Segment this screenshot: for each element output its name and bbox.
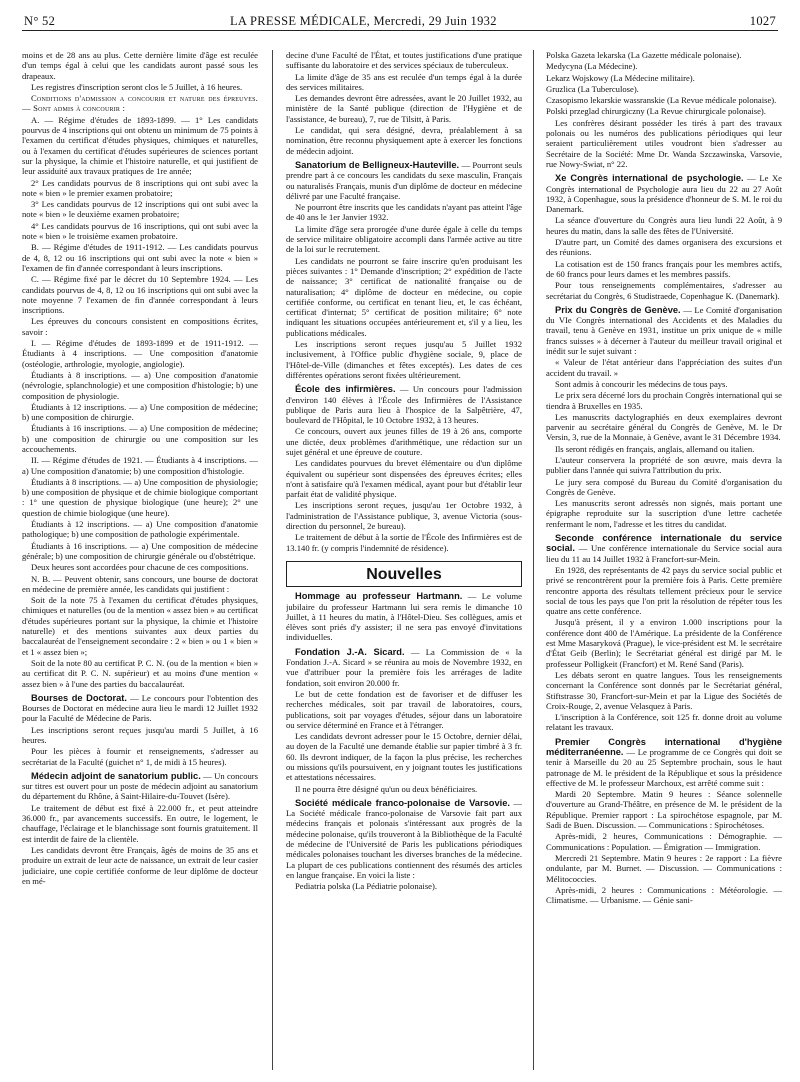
paragraph: Mardi 20 Septembre. Matin 9 heures : Séance solennelle d'ouverture au Grand-Théâtre, en présence de M. le président de la République. Premier rapport : La spirochétose espagnole, par M. Sadi de Buen. Discussion. — Communications : Spirochétoses. <box>546 789 782 831</box>
item-text: — La Société médicale franco-polonaise de Varsovie fait part aux médecins français et polonais s'intéressant aux progrès de la médecine polonaise, qu'ils trouveront à la Bibliothèque de la Faculté de médecine de l'Université de Paris les publications périodiques médicales polonaises touchant les diverses branches de la médecine. La plupart de ces publications contiennent des résumés des articles en langue française. En voici la liste : <box>286 797 522 880</box>
paragraph: C. — Régime fixé par le décret du 10 Septembre 1924. — Les candidats pourvus de 4, 8, 12 ou 16 inscriptions qui ont subi avec la note moyenne 7 l'examen de fin d'année correspondant à leurs inscriptions. <box>22 274 258 316</box>
item-text: — Le concours pour l'obtention des Bourses de Doctorat en médecine aura lieu le mardi 12 Juillet 1932 pour la Faculté de Médecine de Paris. <box>22 692 258 724</box>
list-item: Lekarz Wojskowy (La Médecine militaire). <box>546 72 695 83</box>
paragraph: Après-midi, 2 heures : Communications : Météorologie. — Climatisme. — Urbanisme. — Génie sani- <box>546 884 782 906</box>
paragraph: Étudiants à 12 inscriptions. — a) Une composition d'anatomie pathologique; b) une composition de pathologie expérimentale. <box>22 519 258 540</box>
paragraph: Étudiants à 16 inscriptions. — a) Une composition de médecine générale; b) une composition de chirurgie générale ou d'obstétrique. <box>22 540 258 561</box>
news-item-geneve <box>546 305 782 356</box>
item-heading: Prix du Congrès de Genève. <box>555 304 681 315</box>
paragraph: Il ne pourra être désigné qu'un ou deux bénéficiaires. <box>295 783 478 794</box>
item-text: — Le programme de ce Congrès qui doit se tenir à Marseille du 20 au 25 Septembre prochain, sous le haut patronage de M. le président de la République et sous la présidence effective de M. le professeur Marchoux, est arrêté comme suit : <box>546 747 782 788</box>
news-item-service-social <box>546 533 782 564</box>
list-item: Medycyna (La Médecine). <box>546 61 638 72</box>
paragraph: L'inscription à la Conférence, soit 125 fr. donne droit au volume relatant les travaux. <box>546 712 782 733</box>
paragraph: Étudiants à 12 inscriptions. — a) Une composition de médecine; b) une composition de chirurgie. <box>22 401 258 423</box>
paragraph: Étudiants à 8 inscriptions. — a) Une composition d'anatomie (névrologie, splanchnologie) et une composition d'histologie; b) une composition de physiologie. <box>22 369 258 401</box>
paragraph: Soit de la note 75 à l'examen du certificat d'études physiques, chimiques et naturelles (ou de la mention « assez bien » au certificat d'études supérieures portant sur la physique, la chimie et l'histoire naturelle) et des mentions suivantes aux deux parties du baccalauréat de l'enseignement secondaire : 2 « bien » ou 1 « bien » et 1 « assez bien »; <box>22 595 258 657</box>
paragraph: Ce concours, ouvert aux jeunes filles de 19 à 26 ans, comporte une dictée, deux problèmes d'arithmétique, une rédaction sur un sujet général et une épreuve de couture. <box>286 426 522 457</box>
item-text: — Un concours pour l'admission d'environ 140 élèves à l'École des Infirmières de l'Assistance publique de Paris aura lieu à l'hospice de la Salpêtrière, 47, boulevard de l'Hôpital, le 10 Octobre 1932, à 13 heures. <box>286 384 522 426</box>
paragraph: Le traitement de début à la sortie de l'École des Infirmières est de 13.140 fr. (y compris l'indemnité de résidence). <box>286 532 522 553</box>
paragraph: Les inscriptions seront reçues, jusqu'au 1er Octobre 1932, à l'administration de l'Assistance publique, 3, avenue Victoria (sous-direction du personnel, 2e bureau). <box>286 500 522 532</box>
paragraph: Sont admis à concourir les médecins de tous pays. <box>555 378 728 389</box>
paragraph: La limite d'âge de 35 ans est reculée d'un temps égal à la durée des services militaires. <box>286 71 522 92</box>
section-title-box <box>286 561 522 587</box>
paragraph: Les candidats devront être Français, âgés de moins de 35 ans et produire un extrait de leur acte de naissance, un extrait de leur casier judiciaire, une copie certifiée conforme de leur diplôme de docteur en mé- <box>22 844 258 886</box>
column-2 <box>286 50 522 1078</box>
paragraph: La limite d'âge sera prorogée d'une durée égale à celle du temps de service militaire obligatoire accompli dans l'armée active au titre de la loi sur le recrutement. <box>286 223 522 255</box>
paragraph: N. B. — Peuvent obtenir, sans concours, une bourse de doctorat en médecine de première année, les candidats qui justifient : <box>22 573 258 594</box>
item-heading: Xe Congrès international de psychologie. <box>555 173 744 184</box>
publication-list <box>546 50 782 117</box>
paragraph: Ne pourront être inscrits que les candidats n'ayant pas atteint l'âge de 40 ans le 1er Janvier 1932. <box>286 202 522 223</box>
news-item-medecin-adjoint <box>22 771 258 802</box>
paragraph: La cotisation est de 150 francs français pour les membres actifs, de 60 francs pour leurs dames et les membres passifs. <box>546 258 782 279</box>
item-heading: Seconde conférence internationale du service social. <box>546 533 782 554</box>
paragraph: Pour tous renseignements complémentaires, s'adresser au secrétariat du Congrès, 6 Studistraede, Copenhague K. (Danemark). <box>546 280 782 301</box>
paragraph: Deux heures sont accordées pour chacune de ces compositions. <box>31 562 249 573</box>
paragraph: D'autre part, un Comité des dames organisera des excursions et des réunions. <box>546 237 782 258</box>
column-rule <box>533 50 534 1070</box>
paragraph: La séance d'ouverture du Congrès aura lieu lundi 22 Août, à 9 heures du matin, dans la salle des fêtes de l'Université. <box>546 215 782 236</box>
page-header <box>22 8 778 31</box>
paragraph: Le traitement de début est fixé à 22.000 fr., et peut atteindre 36.000 fr., par avancements successifs. En outre, le logement, le chauffage, l'éclairage et le blanchissage sont fournis gratuitement. Il est interdit de faire de la clientèle. <box>22 802 258 844</box>
paragraph: Pour les pièces à fournir et renseignements, s'adresser au secrétariat de la Faculté (guichet n° 1, de midi à 15 heures). <box>22 746 258 767</box>
paragraph: Les épreuves du concours consistent en compositions écrites, savoir : <box>22 316 258 337</box>
issue-number: N° 52 <box>24 14 56 28</box>
item-heading: Bourses de Doctorat. <box>31 692 127 703</box>
paragraph: 2° Les candidats pourvus de 8 inscriptions qui ont subi avec la note « bien » le premier examen probatoire; <box>22 177 258 198</box>
item-heading: École des infirmières. <box>295 384 396 395</box>
paragraph: II. — Régime d'études de 1921. — Étudiants à 4 inscriptions. — a) Une composition d'anatomie; b) une composition d'histologie. <box>22 455 258 476</box>
item-heading: Premier Congrès international d'hygiène méditerranéenne. <box>546 736 782 757</box>
paragraph: Les manuscrits seront adressés non signés, mais portant une épigraphe reproduite sur la suscription d'une lettre cachetée renfermant le nom, l'adresse et les titres du candidat. <box>546 498 782 529</box>
paragraph: Les candidats ne pourront se faire inscrire qu'en produisant les pièces suivantes : 1° Demande d'inscription; 2° expédition de l'acte de naissance; 3° certificat de nationalité française ou de naturalisation; 4° diplôme de docteur en médecine, ou copie certifiée conforme, ou certificat en tenant lieu, et, le cas échéant, certificat d'internat; 5° certificat de position militaire; 6° note indiquant les situations occupées antérieurement et, s'il y a lieu, les publications médicales. <box>286 255 522 338</box>
paragraph: Soit de la note 80 au certificat P. C. N. (ou de la mention « bien » au certificat dit P. C. N. supérieur) et au moins d'une mention « assez bien » à l'une des parties du baccalauréat. <box>22 657 258 689</box>
item-text: — Pourront seuls prendre part à ce concours les candidats du sexe masculin, Français ou naturalisés Français, munis d'un diplôme de docteur en médecine délivré par une Faculté française. <box>286 159 522 201</box>
paragraph: L'auteur conservera la propriété de son œuvre, mais devra la publier dans l'année qui suivra l'attribution du prix. <box>546 454 782 476</box>
paragraph: Étudiants à 16 inscriptions. — a) Une composition de médecine; b) une composition de chirurgie ou une composition sur les accouchements. <box>22 423 258 454</box>
item-heading: Médecin adjoint de sanatorium public. <box>31 770 201 781</box>
paragraph: Jusqu'à présent, il y a environ 1.000 inscriptions pour la conférence dont 400 de l'Amérique. La présidente de la Conférence est Mme Masaryková (Prague), le vice-président est M. le secrétaire d'État Geib (Berlin); le Secrétariat général est dirigé par M. le professeur Polligkeit (Francfort) et M. René Sand (Paris). <box>546 617 782 669</box>
news-item-sicard <box>286 647 522 688</box>
paragraph: moins et de 28 ans au plus. Cette dernière limite d'âge est reculée d'un temps égal à celui que les candidats auront passé sous les drapeaux. <box>22 50 258 81</box>
item-text: — Le Comité d'organisation du VIe Congrès international des Accidents et des Maladies du travail, tenu à Genève en 1931, institue un prix unique de « mille francs suisses » à décerner à l'auteur du meilleur travail original et inédit sur le sujet suivant : <box>546 304 782 357</box>
list-item: Gruzlica (La Tuberculose). <box>546 83 639 94</box>
item-text: — Un concours sur titres est ouvert pour un poste de médecin adjoint au sanatorium du département du Rhône, à Saint-Hilaire-du-Touvet (Isère). <box>22 770 258 802</box>
news-item-belligneux <box>286 160 522 201</box>
list-item: Polska Gazeta lekarska (La Gazette médicale polonaise). <box>546 50 742 60</box>
paragraph: Le but de cette fondation est de favoriser et de diffuser les recherches médicales, soit par travail de laboratoires, cours, publications, soit par voyages d'études, séjour dans un laboratoire ou service déterminé en France et à l'étranger. <box>286 688 522 730</box>
paragraph: Les candidats devront adresser pour le 15 Octobre, dernier délai, au doyen de la Faculté une demande établie sur papier timbré à 3 fr. 60. Ils devront indiquer, de la façon la plus précise, les recherches ou missions qu'ils poursuivent, en y joignant toutes les justifications et attestations nécessaires. <box>286 731 522 783</box>
paragraph: Les inscriptions seront reçues jusqu'au 5 Juillet 1932 inclusivement, à l'Office public d'hygiène sociale, 9, place de l'Hôtel-de-Ville (dimanches et fêtes exceptés). Les dates de ces différentes opérations seront fixées ultérieurement. <box>286 339 522 380</box>
item-heading: Sanatorium de Belligneux-Hauteville. <box>295 159 460 170</box>
paragraph: Les inscriptions seront reçues jusqu'au mardi 5 Juillet, à 16 heures. <box>22 724 258 745</box>
news-item-bourses <box>22 693 258 724</box>
news-item-societe-varsovie <box>286 798 522 880</box>
item-heading: Société médicale franco-polonaise de Varsovie. <box>295 797 510 808</box>
page-number: 1027 <box>749 14 776 28</box>
column-1 <box>22 50 258 1078</box>
paragraph: Les débats seront en quatre langues. Tous les renseignements concernant la Conférence sont donnés par le Secrétariat général, Stiftstrasse 30, Francfort-sur-Mein et par la Ligue des Sociétés de Croix-Rouge, 2, avenue Velasquez à Paris. <box>546 669 782 711</box>
item-text: — Une conférence internationale du Service social aura lieu du 11 au 14 Juillet 1932 à Francfort-sur-Mein. <box>546 543 782 564</box>
column-rule <box>272 50 273 1070</box>
paragraph: A. — Régime d'études de 1893-1899. — 1° Les candidats pourvus de 4 inscriptions qui ont obtenu un minimum de 75 points à l'examen du certificat d'études physiques, chimiques et naturelles, ou à l'examen du certificat d'études supérieures de sciences portant sur la physique, la chimie et l'histoire naturelle, et qui justifient de leur assiduité aux travaux pratiques de 1re année; <box>22 114 258 177</box>
paragraph: Les demandes devront être adressées, avant le 20 Juillet 1932, au ministère de la Santé publique (direction de l'Hygiène et de l'assistance, 4e bureau), 7, rue de Tilsitt, à Paris. <box>286 93 522 124</box>
item-text: — La Commission de « la Fondation J.-A. Sicard » se réunira au mois de Novembre 1932, en vue d'attribuer pour la première fois les arrérages de ladite fondation, soit environ 20.000 fr. <box>286 646 522 688</box>
news-item-hartmann <box>286 591 522 642</box>
paragraph: Après-midi, 2 heures, Communications : Démographie. — Communications : Population. — Émigration — Immigration. <box>546 831 782 852</box>
paragraph: 4° Les candidats pourvus de 16 inscriptions, qui ont subi avec la note « bien » le troisième examen probatoire. <box>22 220 258 242</box>
paragraph: Les candidates pourvues du brevet élémentaire ou d'un diplôme équivalent ou supérieur sont dispensées des épreuves écrites; elles n'ont à satisfaire qu'à l'examen médical, ayant pour but d'établir leur parfait état de validité physique. <box>286 458 522 500</box>
paragraph: Les confrères désirant posséder les tirés à part des travaux polonais ou les numéros des publications périodiques qui leur seraient particulièrement utiles voudront bien s'adresser au Secrétaire de la Société: Mme Dr. Wanda Szczawinska, Varsovie, rue Nowy-Swiat, n° 22. <box>546 117 782 169</box>
paragraph: « Valeur de l'état antérieur dans l'appréciation des suites d'un accident du travail. » <box>546 357 782 378</box>
paragraph: Étudiants à 8 inscriptions. — a) Une composition de physiologie; b) une composition de physique et de chimie biologique comportant : 1° une question de physique biologique (une heure); 2° une question de chimie biologique (une heure). <box>22 476 258 518</box>
masthead-title: LA PRESSE MÉDICALE, Mercredi, 29 Juin 1932 <box>230 14 497 28</box>
news-item-psychologie <box>546 173 782 214</box>
list-item: Pediatria polska (La Pédiatrie polonaise). <box>295 881 437 892</box>
paragraph: 3° Les candidats pourvus de 12 inscriptions qui ont subi avec la note « bien » le deuxième examen probatoire; <box>22 199 258 220</box>
item-heading: Hommage au professeur Hartmann. <box>295 591 463 602</box>
paragraph: decine d'une Faculté de l'État, et toutes justifications d'une pratique suffisante du laboratoire et des services spéciaux de tuberculeux. <box>286 50 522 71</box>
paragraph: Le jury sera composé du Bureau du Comité d'organisation du Congrès de Genève. <box>546 476 782 497</box>
paragraph: Les registres d'inscription seront clos le 5 Juillet, à 16 heures. <box>31 81 243 92</box>
paragraph: B. — Régime d'études de 1911-1912. — Les candidats pourvus de 4, 8, 12 ou 16 inscriptions qui ont subi avec la note « bien » l'examen de fin d'année correspondant à leurs inscriptions. <box>22 242 258 273</box>
column-3 <box>546 50 782 1078</box>
paragraph: Le candidat, qui sera désigné, devra, préalablement à sa nomination, être reconnu physiquement apte à exercer les fonctions de médecin adjoint. <box>286 125 522 156</box>
paragraph: Mercredi 21 Septembre. Matin 9 heures : 2e rapport : La fièvre ondulante, par M. Burnet. — Discussion. — Communications : Mélitococcies. <box>546 852 782 884</box>
paragraph: I. — Régime d'études de 1893-1899 et de 1911-1912. — Étudiants à 4 inscriptions. — Une composition d'anatomie (ostéologie, arthrologie, myologie, angiologie). <box>22 338 258 369</box>
paragraph: Ils seront rédigés en français, anglais, allemand ou italien. <box>555 443 755 454</box>
paragraph: Conditions d'admission a concourir et nature des épreuves. — Sont admis à concourir : <box>22 93 258 114</box>
paragraph: En 1928, des représentants de 42 pays du service social public et privé se rencontrèrent pour la première fois à Paris. Cette première rencontre apporta des résultats tellement précieux pour le service social de tous les pays que l'on prit la résolution de répéter tous les quatre ans cette conférence. <box>546 564 782 617</box>
news-item-hygiene-mediterraneenne <box>546 737 782 788</box>
paragraph: Le prix sera décerné lors du prochain Congrès international qui se tiendra à Bruxelles en 1935. <box>546 390 782 411</box>
item-heading: Fondation J.-A. Sicard. <box>295 646 405 657</box>
news-item-ecole-infirmieres <box>286 384 522 425</box>
list-item: Polski przeglad chirurgiczny (La Revue chirurgicale polonaise). <box>546 106 766 117</box>
list-item: Czasopismo lekarskie wassranskie (La Revue médicale polonaise). <box>546 95 777 106</box>
item-text: — Le volume jubilaire du professeur Hartmann lui sera remis le dimanche 10 Juillet, à 11 heures du matin, à l'Hôtel-Dieu. Ses collègues, amis et élèves sont priés d'y assister; il ne sera pas envoyé d'invitations individuelles. <box>286 591 522 643</box>
item-text: — Le Xe Congrès international de Psychologie aura lieu du 22 au 27 Août 1932, à Copenhague, sous la présidence d'honneur de S. M. le roi du Danemark. <box>546 173 782 215</box>
paragraph: Les manuscrits dactylographiés en deux exemplaires devront parvenir au secrétaire général du Congrès de Genève, M. le Dr Versin, 3, rue de la Monnaie, à Genève, avant le 31 Décembre 1934. <box>546 411 782 443</box>
section-title: Nouvelles <box>366 565 442 583</box>
